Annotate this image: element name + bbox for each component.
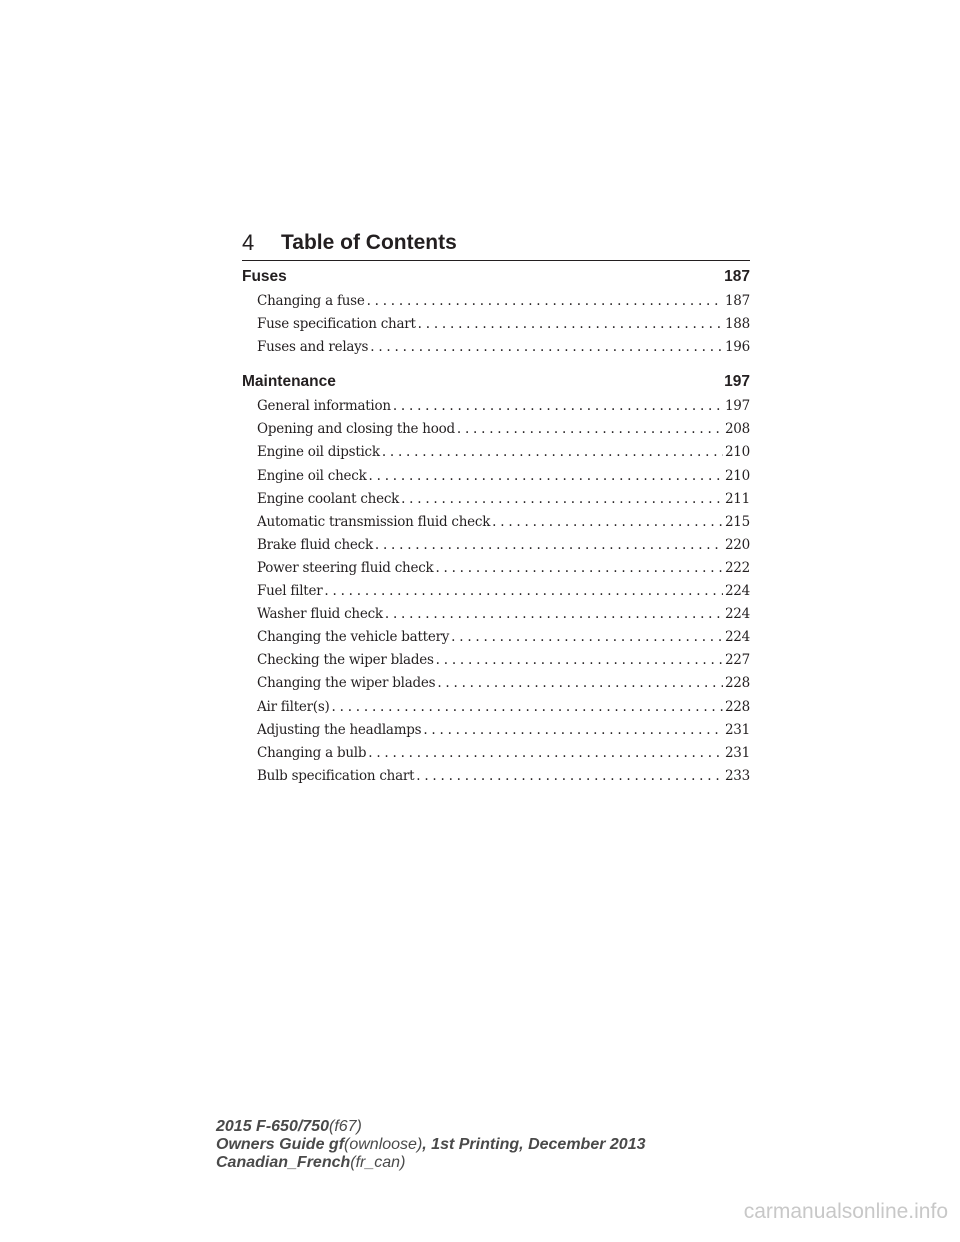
toc-entry-label: Engine oil dipstick [257, 444, 380, 461]
toc-entry-page: 233 [724, 767, 750, 784]
toc-entry-page: 227 [724, 652, 750, 669]
toc-entry-label: Engine coolant check [257, 490, 400, 507]
toc-section-page: 197 [724, 373, 750, 391]
toc-entry-label: Adjusting the headlamps [257, 721, 422, 738]
toc-section-page: 187 [724, 268, 750, 285]
toc-entry[interactable] [242, 742, 750, 765]
dot-leader [385, 603, 723, 626]
toc-entry-page: 220 [724, 536, 750, 553]
dot-leader [418, 313, 723, 336]
page-title: Table of Contents [281, 231, 457, 254]
print-footer [216, 1118, 645, 1172]
toc-entry-label: Changing the wiper blades [257, 675, 436, 692]
dot-leader [416, 765, 723, 788]
toc-entry-label: General information [257, 398, 391, 415]
toc-entry-list [242, 395, 750, 788]
toc-entry-label: Opening and closing the hood [257, 421, 455, 438]
toc-entry-list [242, 290, 750, 359]
toc-entry[interactable] [242, 418, 750, 441]
toc-entry[interactable] [242, 626, 750, 649]
toc-entry-page: 231 [724, 744, 750, 761]
toc-entry[interactable] [242, 488, 750, 511]
watermark: carmanualsonline.info [743, 1200, 948, 1223]
page-header [242, 228, 750, 261]
dot-leader [393, 395, 723, 418]
toc-entry-label: Fuel filter [257, 583, 323, 600]
dot-leader [435, 557, 723, 580]
dot-leader [382, 441, 723, 464]
toc-entry[interactable] [242, 336, 750, 359]
toc-entry-label: Bulb specification chart [257, 767, 415, 784]
footer-line-3: Canadian_French(fr_can) [216, 1154, 406, 1171]
dot-leader [368, 742, 723, 765]
toc-entry-page: 208 [724, 421, 750, 438]
dot-leader [492, 511, 723, 534]
dot-leader [457, 418, 723, 441]
toc-entry-page: 228 [724, 698, 750, 715]
dot-leader [369, 465, 723, 488]
toc-entry[interactable] [242, 719, 750, 742]
dot-leader [367, 290, 723, 313]
toc-entry[interactable] [242, 511, 750, 534]
toc-entry-label: Washer fluid check [257, 606, 383, 623]
toc-entry-page: 210 [724, 467, 750, 484]
toc-entry-page: 224 [724, 583, 750, 600]
dot-leader [423, 719, 723, 742]
dot-leader [451, 626, 723, 649]
toc-entry-label: Automatic transmission fluid check [257, 513, 491, 530]
toc-entry-label: Engine oil check [257, 467, 367, 484]
toc-entry-label: Air filter(s) [257, 698, 330, 715]
toc-entry-page: 228 [724, 675, 750, 692]
toc-entry[interactable] [242, 557, 750, 580]
toc-entry[interactable] [242, 290, 750, 313]
toc-section-title: Maintenance [242, 373, 336, 391]
toc-entry-page: 196 [724, 339, 750, 356]
toc-entry-page: 224 [724, 629, 750, 646]
toc-entry-page: 231 [724, 721, 750, 738]
toc-entry[interactable] [242, 672, 750, 695]
toc-entry[interactable] [242, 313, 750, 336]
toc-entry-label: Fuses and relays [257, 339, 369, 356]
toc-entry[interactable] [242, 580, 750, 603]
footer-line-1: 2015 F-650/750(f67) [216, 1118, 362, 1135]
toc-entry[interactable] [242, 441, 750, 464]
toc-section-heading[interactable] [242, 371, 750, 393]
toc-entry-page: 211 [724, 490, 750, 507]
toc-entry[interactable] [242, 534, 750, 557]
toc-entry-label: Brake fluid check [257, 536, 373, 553]
toc-entry[interactable] [242, 603, 750, 626]
dot-leader [375, 534, 723, 557]
dot-leader [370, 336, 723, 359]
dot-leader [437, 672, 723, 695]
toc-entry-label: Fuse specification chart [257, 316, 416, 333]
dot-leader [401, 488, 723, 511]
toc-entry-label: Changing the vehicle battery [257, 629, 450, 646]
toc-entry[interactable] [242, 395, 750, 418]
toc-entry-page: 187 [724, 293, 750, 309]
toc-entry[interactable] [242, 465, 750, 488]
toc-entry-label: Changing a fuse [257, 293, 365, 309]
dot-leader [324, 580, 723, 603]
toc-entry-label: Checking the wiper blades [257, 652, 434, 669]
toc-entry-page: 188 [724, 316, 750, 333]
dot-leader [332, 696, 723, 719]
toc-entry[interactable] [242, 649, 750, 672]
footer-line-2: Owners Guide gf(ownloose), 1st Printing, December 2013 [216, 1136, 646, 1153]
toc-entry-page: 210 [724, 444, 750, 461]
dot-leader [436, 649, 723, 672]
toc-entry-page: 224 [724, 606, 750, 623]
toc-entry-page: 215 [724, 513, 750, 530]
toc-entry[interactable] [242, 765, 750, 788]
page-number: 4 [242, 230, 255, 255]
toc-entry-page: 222 [724, 559, 750, 576]
toc-entry-page: 197 [724, 398, 750, 415]
toc-section [242, 266, 750, 359]
toc-section [242, 371, 750, 788]
toc-entry[interactable] [242, 696, 750, 719]
toc-section-title: Fuses [242, 268, 287, 285]
toc-section-heading[interactable] [242, 266, 750, 288]
table-of-contents [242, 266, 750, 800]
toc-entry-label: Changing a bulb [257, 744, 367, 761]
toc-entry-label: Power steering fluid check [257, 559, 434, 576]
